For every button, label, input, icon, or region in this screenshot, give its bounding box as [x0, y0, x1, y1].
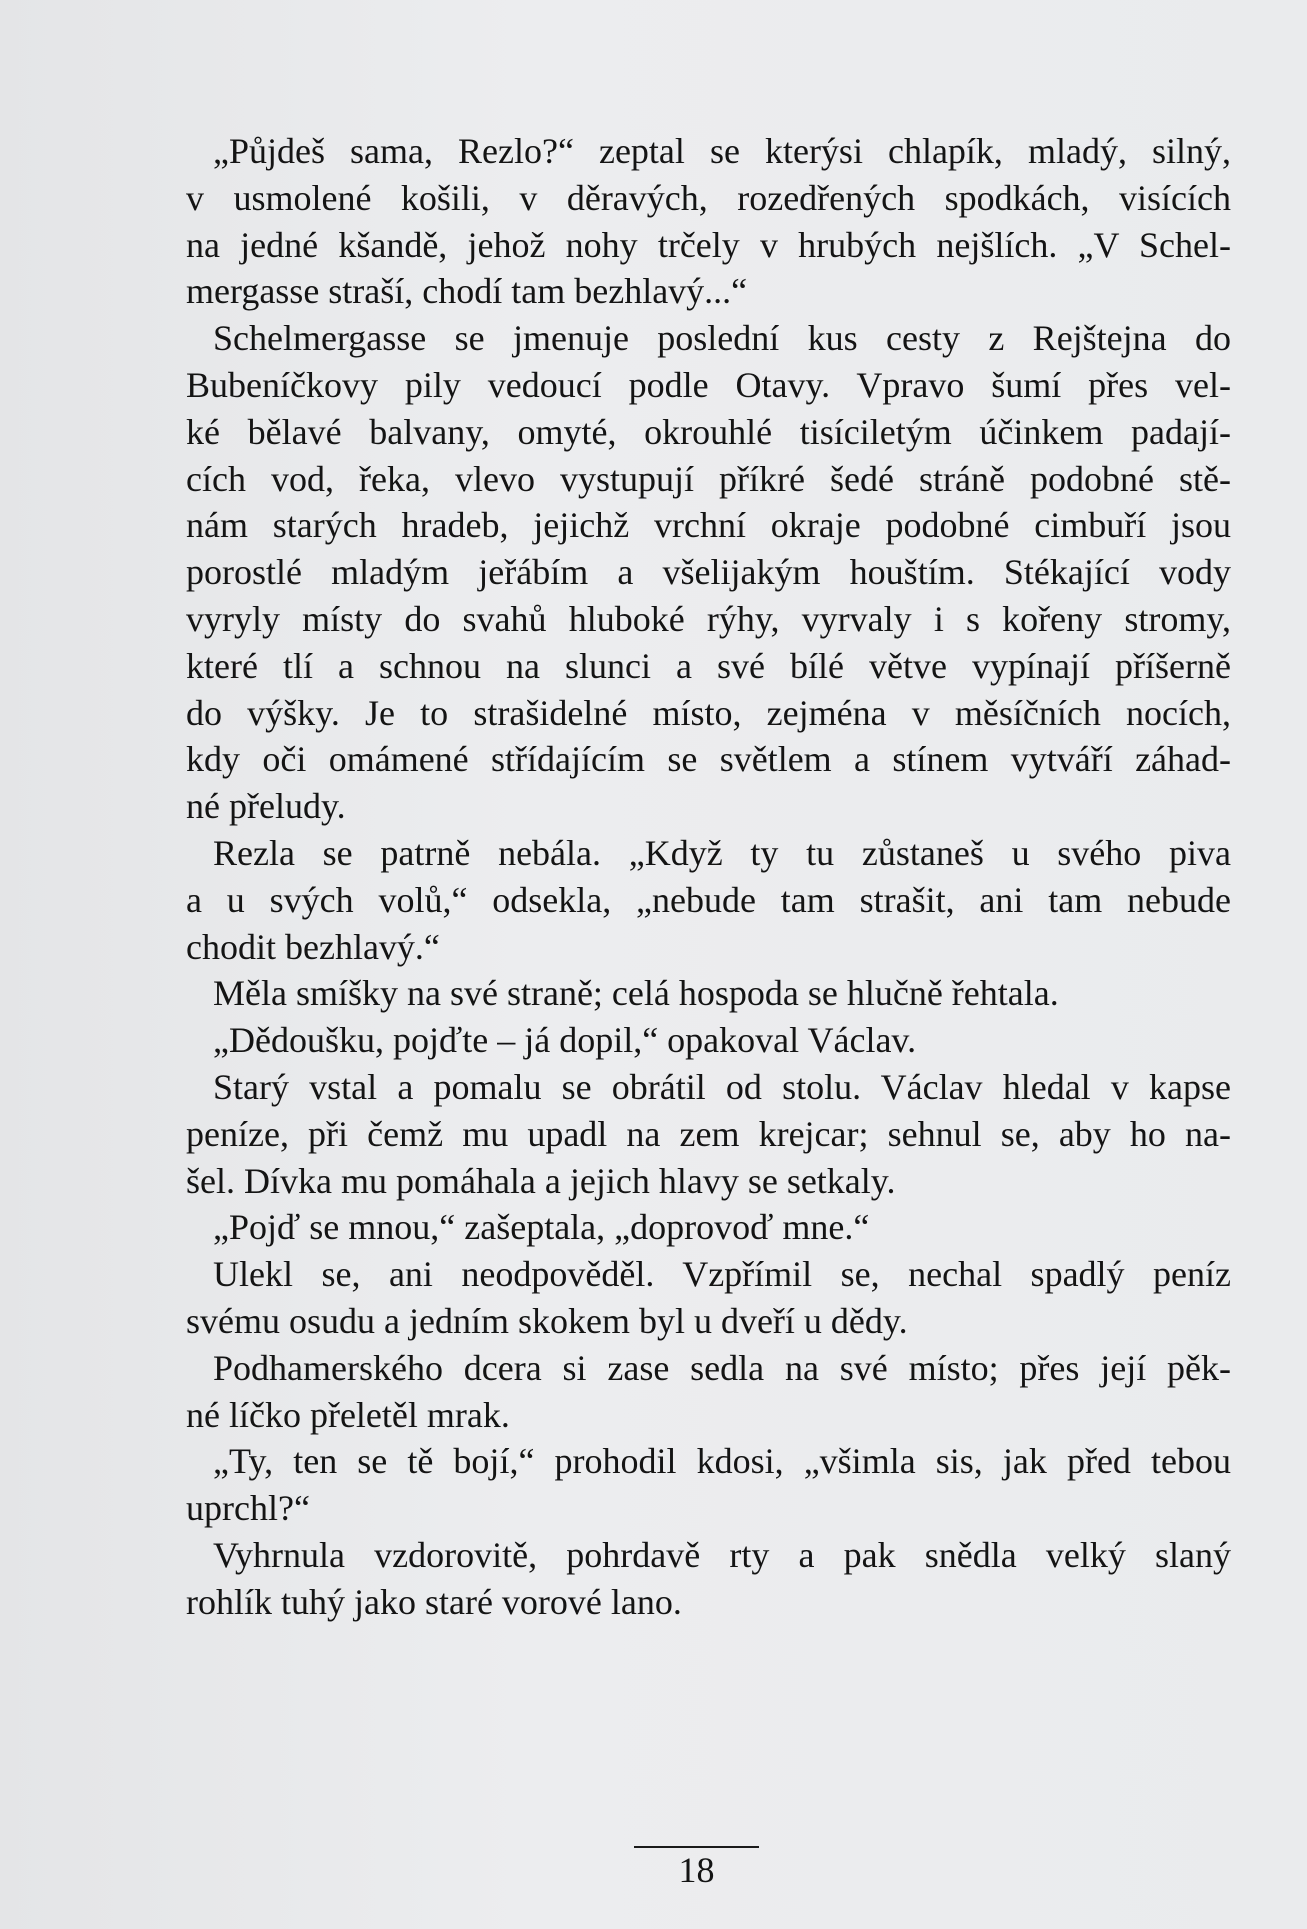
- text-line: které tlí a schnou na slunci a své bílé větve vypínají příšerně: [186, 645, 1231, 686]
- text-line: „Dědoušku, pojďte – já dopil,“ opakoval Václav.: [213, 1020, 917, 1061]
- paragraph: [186, 128, 1231, 315]
- text-line: rohlík tuhý jako staré vorové lano.: [186, 1581, 682, 1622]
- text-line: Starý vstal a pomalu se obrátil od stolu. Václav hledal v kapse: [213, 1066, 1231, 1107]
- paragraph: [186, 1017, 1231, 1064]
- text-line: kdy oči omámené střídajícím se světlem a stínem vytváří záhad-: [186, 739, 1231, 780]
- text-line: nám starých hradeb, jejichž vrchní okraje podobné cimbuří jsou: [186, 505, 1231, 546]
- text-line: Vyhrnula vzdorovitě, pohrdavě rty a pak snědla velký slaný: [213, 1534, 1231, 1575]
- text-line: „Ty, ten se tě bojí,“ prohodil kdosi, „všimla sis, jak před tebou: [213, 1441, 1231, 1482]
- paragraph: [186, 1345, 1231, 1439]
- text-line: vyryly místy do svahů hluboké rýhy, vyrvaly i s kořeny stromy,: [186, 598, 1231, 639]
- paragraph: [186, 830, 1231, 970]
- page-number: 18: [678, 1850, 715, 1890]
- text-line: chodit bezhlavý.“: [186, 926, 440, 967]
- text-line: né líčko přeletěl mrak.: [186, 1394, 510, 1435]
- text-line: šel. Dívka mu pomáhala a jejich hlavy se setkaly.: [186, 1160, 896, 1201]
- paragraph: [186, 1064, 1231, 1204]
- text-line: Ulekl se, ani neodpověděl. Vzpřímil se, nechal spadlý peníz: [213, 1254, 1231, 1295]
- body-text: [186, 128, 1231, 1626]
- text-line: Schelmergasse se jmenuje poslední kus cesty z Rejštejna do: [213, 318, 1231, 359]
- text-line: Podhamerského dcera si zase sedla na své místo; přes její pěk-: [213, 1347, 1231, 1388]
- text-line: „Pojď se mnou,“ zašeptala, „doprovoď mne.“: [213, 1207, 870, 1248]
- paragraph: [186, 970, 1231, 1017]
- text-line: uprchl?“: [186, 1488, 310, 1529]
- text-line: na jedné kšandě, jehož nohy trčely v hrubých nejšlích. „V Schel-: [186, 224, 1231, 265]
- text-line: porostlé mladým jeřábím a všelijakým houštím. Stékající vody: [186, 552, 1231, 593]
- text-line: do výšky. Je to strašidelné místo, zejména v měsíčních nocích,: [186, 692, 1231, 733]
- text-line: Měla smíšky na své straně; celá hospoda se hlučně řehtala.: [213, 973, 1059, 1014]
- text-line: cích vod, řeka, vlevo vystupují příkré šedé stráně podobné stě-: [186, 458, 1231, 499]
- text-line: né přeludy.: [186, 786, 346, 827]
- text-line: „Půjdeš sama, Rezlo?“ zeptal se kterýsi chlapík, mladý, silný,: [213, 131, 1231, 171]
- text-line: v usmolené košili, v děravých, rozedřených spodkách, visících: [186, 177, 1231, 218]
- paragraph: [186, 1438, 1231, 1532]
- text-line: mergasse straší, chodí tam bezhlavý...“: [186, 271, 748, 312]
- paragraph: [186, 1251, 1231, 1345]
- paragraph: [186, 315, 1231, 830]
- text-line: Rezla se patrně nebála. „Když ty tu zůstaneš u svého piva: [213, 832, 1231, 873]
- text-line: Bubeníčkovy pily vedoucí podle Otavy. Vpravo šumí přes vel-: [186, 364, 1231, 405]
- text-line: svému osudu a jedním skokem byl u dveří u dědy.: [186, 1300, 908, 1341]
- text-line: peníze, při čemž mu upadl na zem krejcar; sehnul se, aby ho na-: [186, 1113, 1231, 1154]
- paragraph: [186, 1204, 1231, 1251]
- text-line: a u svých volů,“ odsekla, „nebude tam strašit, ani tam nebude: [186, 879, 1231, 920]
- text-line: ké bělavé balvany, omyté, okrouhlé tisíciletým účinkem padají-: [186, 411, 1231, 452]
- paragraph: [186, 1532, 1231, 1626]
